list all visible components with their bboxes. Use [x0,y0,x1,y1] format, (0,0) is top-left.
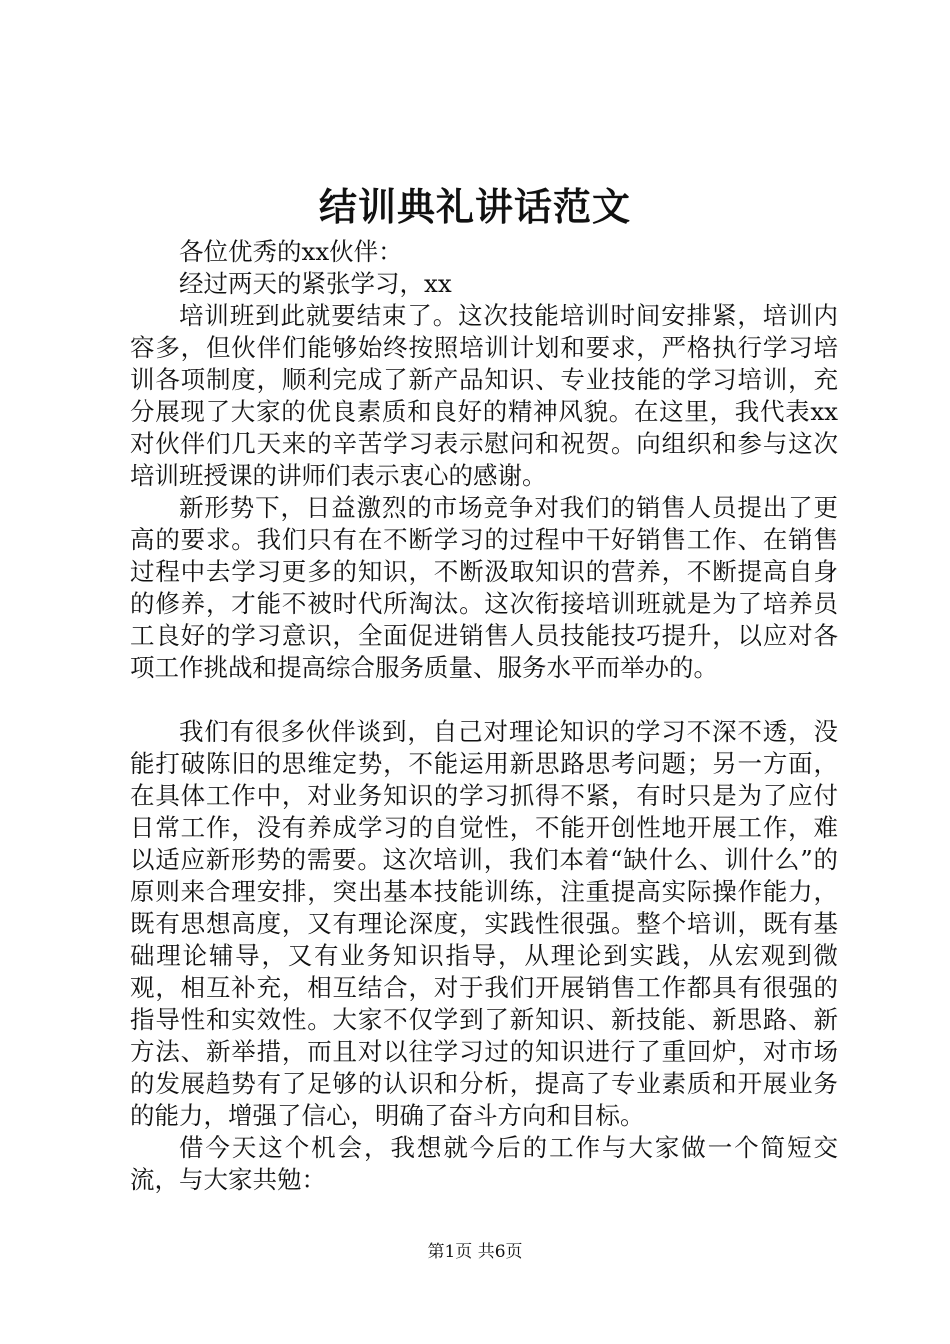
opening-paragraph: 经过两天的紧张学习，xx [179,269,452,298]
training-summary-paragraph: 培训班到此就要结束了。这次技能培训时间安排紧，培训内容多，但伙伴们能够始终按照培训计划和要求，严格执行学习培训各项制度，顺利完成了新产品知识、专业技能的学习培训，充分展现了大家的优良素质和良好的精神风貌。在这里，我代表xx对伙伴们几天来的辛苦学习表示慰问和祝贺。向组织和参与这次培训班授课的讲师们表示衷心的感谢。 [130,301,838,490]
page-number-footer: 第1页 共6页 [427,1242,523,1262]
document-body [130,236,838,1196]
paragraph-spacer [130,684,838,716]
new-situation-paragraph: 新形势下，日益激烈的市场竞争对我们的销售人员提出了更高的要求。我们只有在不断学习的过程中干好销售工作、在销售过程中去学习更多的知识，不断汲取知识的营养，不断提高自身的修养，才能不被时代所淘汰。这次衔接培训班就是为了培养员工良好的学习意识，全面促进销售人员技能技巧提升，以应对各项工作挑战和提高综合服务质量、服务水平而举办的。 [130,493,838,682]
document-title: 结训典礼讲话范文 [318,184,631,229]
closing-paragraph: 借今天这个机会，我想就今后的工作与大家做一个简短交流，与大家共勉： [130,1133,838,1194]
salutation-paragraph: 各位优秀的xx伙伴： [179,237,403,266]
reflection-paragraph: 我们有很多伙伴谈到，自己对理论知识的学习不深不透，没能打破陈旧的思维定势，不能运用新思路思考问题；另一方面，在具体工作中，对业务知识的学习抓得不紧，有时只是为了应付日常工作，没有养成学习的自觉性，不能开创性地开展工作，难以适应新形势的需要。这次培训，我们本着“缺什么、训什么”的原则来合理安排，突出基本技能训练，注重提高实际操作能力，既有思想高度，又有理论深度，实践性很强。整个培训，既有基础理论辅导，又有业务知识指导，从理论到实践，从宏观到微观，相互补充，相互结合，对于我们开展销售工作都具有很强的指导性和实效性。大家不仅学到了新知识、新技能、新思路、新方法、新举措，而且对以往学习过的知识进行了重回炉，对市场的发展趋势有了足够的认识和分析，提高了专业素质和开展业务的能力，增强了信心，明确了奋斗方向和目标。 [130,717,838,1130]
